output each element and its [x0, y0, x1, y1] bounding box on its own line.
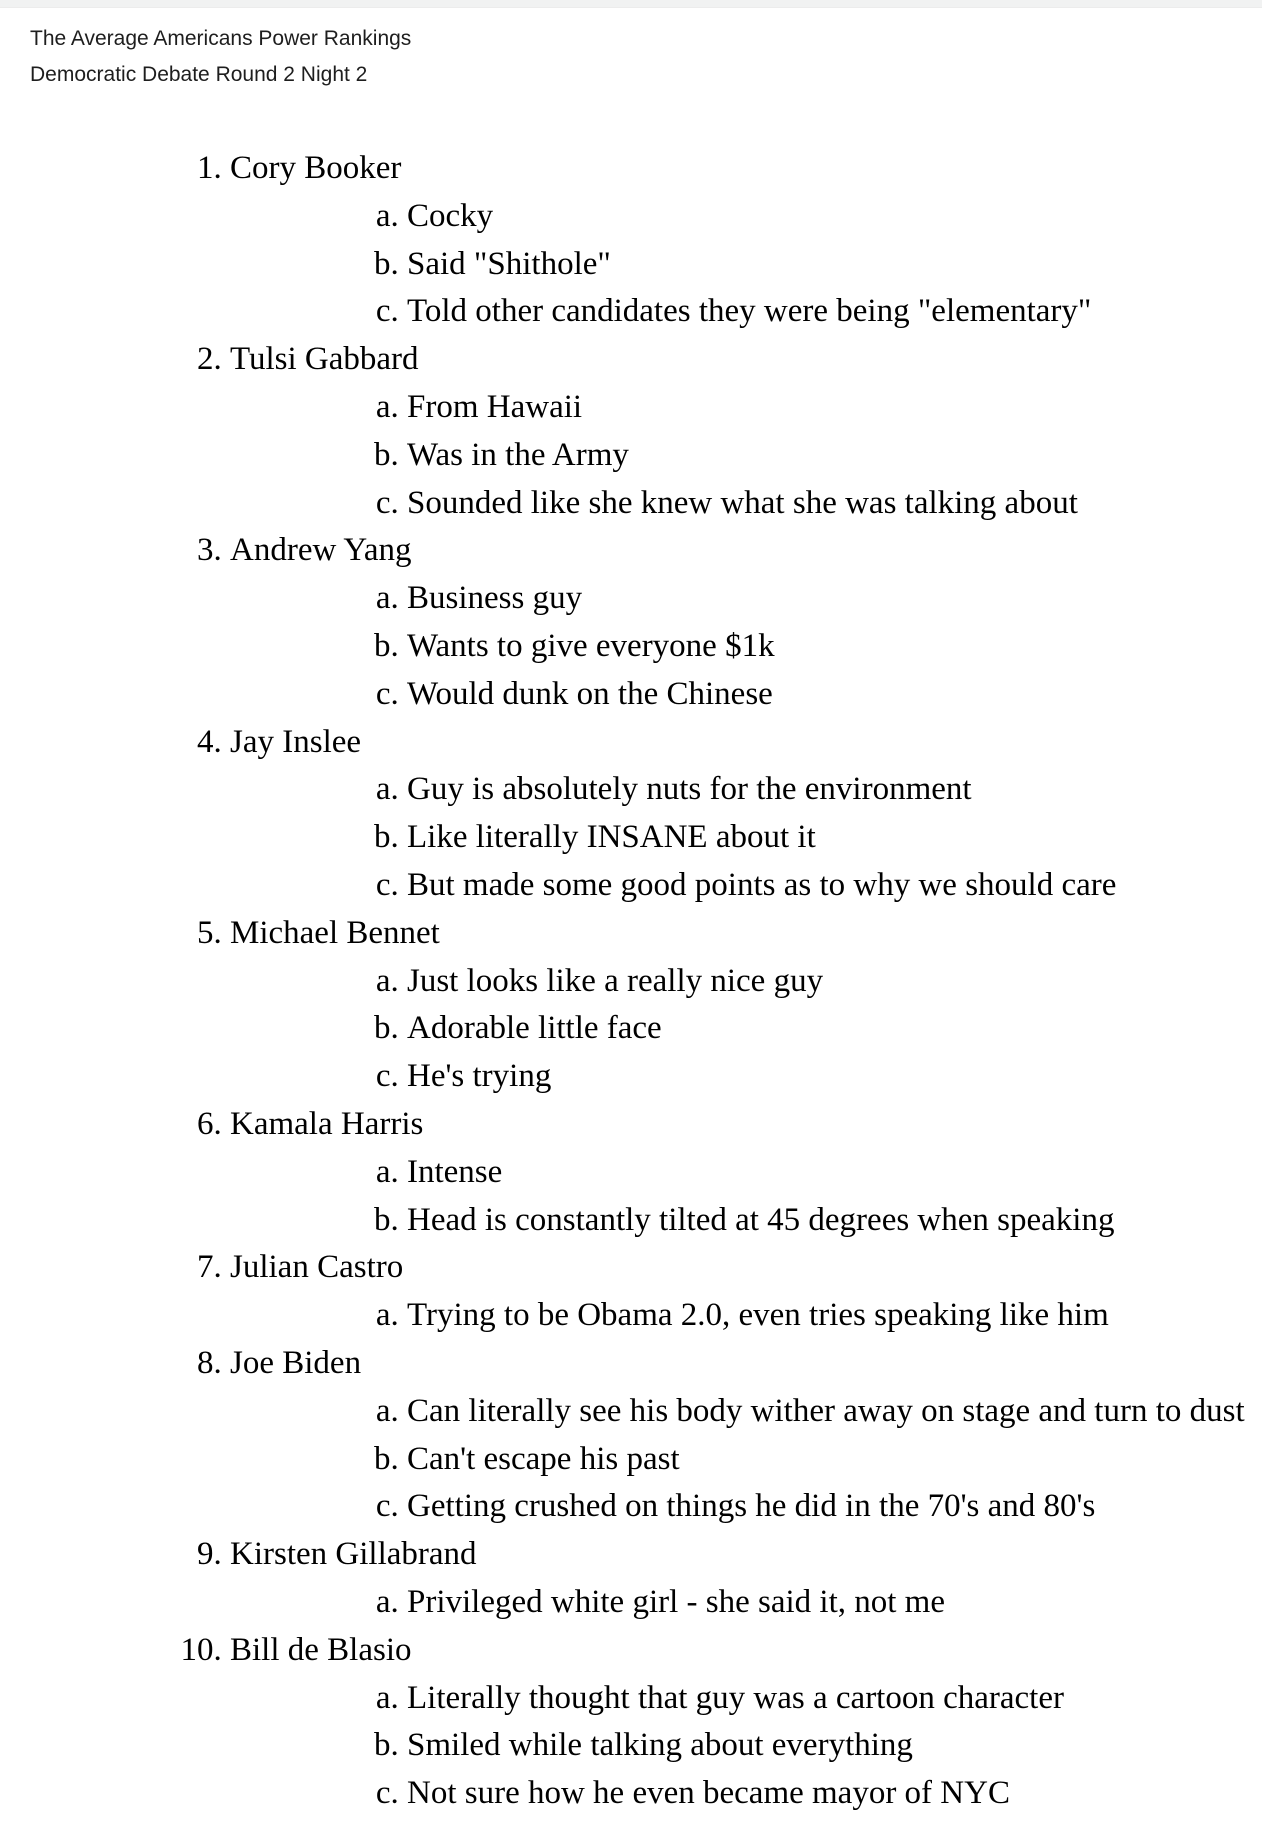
ranking-point: c. Would dunk on the Chinese — [407, 671, 1262, 719]
ranking-item — [230, 1340, 1262, 1531]
ranking-item — [230, 1627, 1262, 1818]
ranking-point: c. Told other candidates they were being "elementary" — [407, 288, 1262, 336]
ranking-point: a. Business guy — [407, 575, 1262, 623]
candidate-points — [230, 1675, 1262, 1818]
candidate-name: Bill de Blasio — [230, 1631, 412, 1668]
ranking-point: c. But made some good points as to why we should care — [407, 862, 1262, 910]
ranking-point: b. Smiled while talking about everything — [407, 1722, 1262, 1770]
candidate-points — [230, 766, 1262, 909]
ranking-point: c. Not sure how he even became mayor of NYC — [407, 1770, 1262, 1818]
ranking-point: b. Wants to give everyone $1k — [407, 623, 1262, 671]
ranking-point: b. Adorable little face — [407, 1005, 1262, 1053]
ranking-item — [230, 527, 1262, 718]
ranking-point: a. Cocky — [407, 193, 1262, 241]
candidate-name: Kamala Harris — [230, 1105, 424, 1142]
doc-header — [30, 21, 1262, 93]
candidate-name: Jay Inslee — [230, 723, 362, 760]
ranking-point: c. Sounded like she knew what she was talking about — [407, 480, 1262, 528]
ranking-item — [230, 1101, 1262, 1244]
ranking-item — [230, 1531, 1262, 1627]
candidate-points — [230, 1579, 1262, 1627]
window-top-edge — [0, 0, 1262, 8]
ranking-point: b. Was in the Army — [407, 432, 1262, 480]
ranking-point: c. Getting crushed on things he did in the 70's and 80's — [407, 1483, 1262, 1531]
ranking-point: a. Guy is absolutely nuts for the environment — [407, 766, 1262, 814]
candidate-points — [230, 193, 1262, 336]
candidate-points — [230, 575, 1262, 718]
candidate-points — [230, 1388, 1262, 1531]
ranking-point: a. Just looks like a really nice guy — [407, 958, 1262, 1006]
ranking-item — [230, 336, 1262, 527]
candidate-points — [230, 958, 1262, 1101]
ranking-point: a. Trying to be Obama 2.0, even tries speaking like him — [407, 1292, 1262, 1340]
ranking-point: c. He's trying — [407, 1053, 1262, 1101]
ranking-item — [230, 1244, 1262, 1340]
doc-title: The Average Americans Power Rankings — [30, 27, 412, 50]
ranking-point: b. Head is constantly tilted at 45 degrees when speaking — [407, 1197, 1262, 1245]
ranking-point: a. Can literally see his body wither away on stage and turn to dust — [407, 1388, 1262, 1436]
ranking-point: b. Said "Shithole" — [407, 241, 1262, 289]
candidate-points — [230, 384, 1262, 527]
candidate-points — [230, 1149, 1262, 1245]
doc-subtitle: Democratic Debate Round 2 Night 2 — [30, 63, 368, 86]
ranking-point: a. Privileged white girl - she said it, not me — [407, 1579, 1262, 1627]
ranking-item — [230, 145, 1262, 336]
candidate-points — [230, 1292, 1262, 1340]
ranking-point: a. From Hawaii — [407, 384, 1262, 432]
candidate-name: Kirsten Gillabrand — [230, 1536, 477, 1573]
ranking-item — [230, 719, 1262, 910]
candidate-name: Joe Biden — [230, 1344, 362, 1381]
ranking-point: b. Can't escape his past — [407, 1436, 1262, 1484]
candidate-name: Andrew Yang — [230, 532, 412, 569]
candidate-name: Tulsi Gabbard — [230, 341, 419, 378]
ranking-point: a. Literally thought that guy was a cartoon character — [407, 1675, 1262, 1723]
candidate-name: Julian Castro — [230, 1249, 404, 1286]
ranking-point: b. Like literally INSANE about it — [407, 814, 1262, 862]
ranking-item — [230, 910, 1262, 1101]
candidate-name: Cory Booker — [230, 150, 402, 186]
power-rankings-list — [0, 145, 1262, 1818]
ranking-point: a. Intense — [407, 1149, 1262, 1197]
candidate-name: Michael Bennet — [230, 914, 440, 951]
